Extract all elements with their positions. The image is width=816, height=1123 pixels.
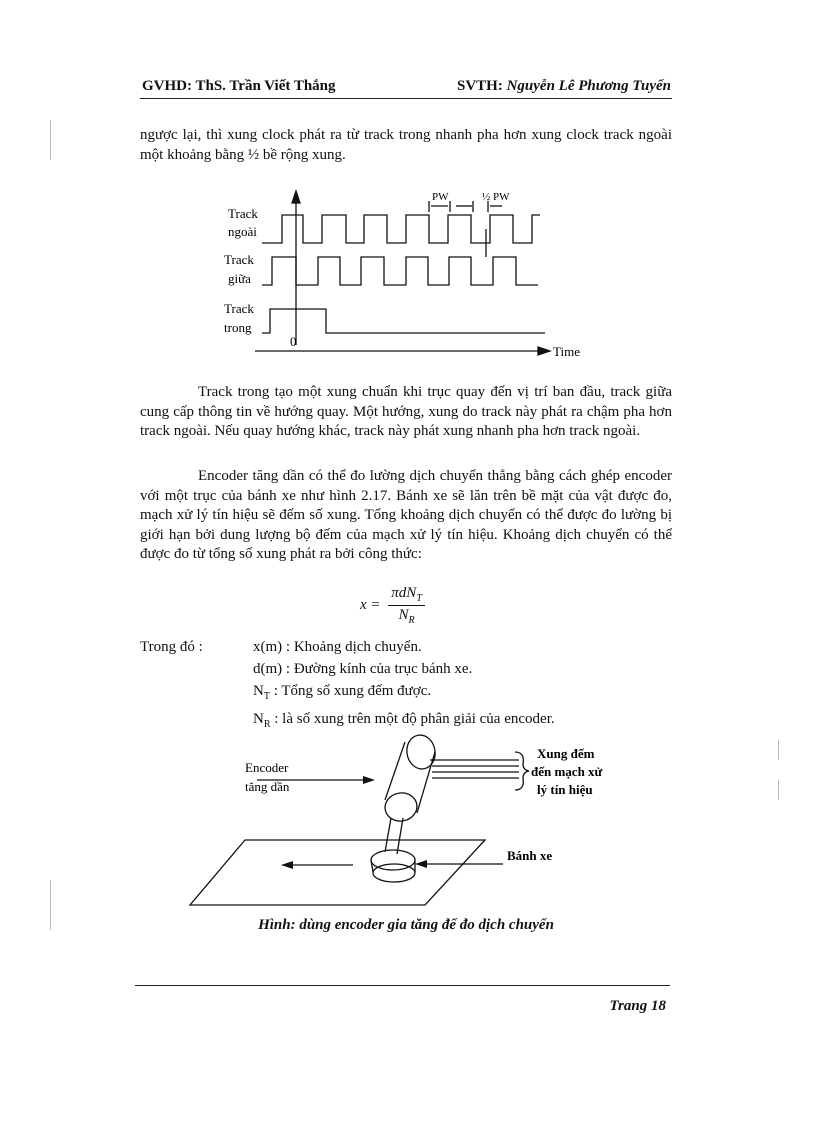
track-middle-waveform xyxy=(262,257,538,285)
formula-fraction xyxy=(388,585,425,626)
figure-caption: Hình: dùng encoder gia tăng để đo dịch chuyển xyxy=(258,917,554,933)
definitions-block xyxy=(140,636,672,728)
definition-nt: $N_T$ : Tổng số xung đếm được. xyxy=(253,683,432,702)
encoder-cylinder-bottom xyxy=(383,790,419,823)
definition-nr: $N_R$ : là số xung trên một độ phân giải của encoder. xyxy=(253,711,555,730)
paragraph-3: Encoder tăng dần có thể đo lường dịch chuyển thẳng bằng cách ghép encoder với một trục của bánh xe như hình 2.17. Bánh xe sẽ lăn trên bề mặt của vật được đo, mạch xử lý tín hiệu sẽ đếm số xung. Tổng khoảng dịch chuyển có thể được đo lường bị giới hạn bởi dung lượng bộ đếm của mạch xử lý tín hiệu. Khoảng dịch chuyển có thể được đo từ tổng số xung phát ra bởi công thức: xyxy=(140,468,672,562)
formula-numerator: πdN xyxy=(391,585,417,601)
displacement-formula xyxy=(360,585,425,626)
label-track-middle-1: Track xyxy=(224,252,254,267)
track-outer-waveform xyxy=(262,215,540,243)
scan-mark-right-1 xyxy=(778,740,779,760)
label-track-inner-1: Track xyxy=(224,301,254,316)
paragraph-2: Track trong tạo một xung chuẩn khi trục quay đến vị trí ban đầu, track giữa cung cấp thông tin về hướng quay. Một hướng, xung do track này phát ra chậm pha hơn track ngoài. Nếu quay hướng khác, track này phát xung nhanh pha hơn track ngoài. xyxy=(140,384,672,439)
label-origin: 0 xyxy=(290,334,297,349)
label-pulse-3: lý tín hiệu xyxy=(537,782,593,797)
label-pulse-2: đến mạch xử xyxy=(531,764,603,779)
paragraph-1: ngược lại, thì xung clock phát ra từ track trong nhanh pha hơn xung clock track ngoài một khoảng bằng ½ bề rộng xung. xyxy=(140,127,672,163)
footer-divider xyxy=(135,985,670,986)
header-divider xyxy=(140,98,672,99)
label-pw: PW xyxy=(432,191,449,203)
wheel-arrow-head xyxy=(415,860,427,868)
label-encoder-1: Encoder xyxy=(245,760,289,775)
definition-d: d(m) : Đường kính của trục bánh xe. xyxy=(253,661,473,677)
formula-numerator-sub: T xyxy=(416,593,422,604)
signal-brace xyxy=(515,752,529,790)
definitions-list xyxy=(253,636,555,736)
header-student xyxy=(457,78,671,95)
scan-mark-left-bottom xyxy=(50,880,51,930)
label-track-outer-2: ngoài xyxy=(228,224,257,239)
motion-arrow-head xyxy=(281,861,293,869)
shaft-right xyxy=(397,818,403,854)
label-track-middle-2: giữa xyxy=(228,271,251,286)
scan-mark-left-top xyxy=(50,120,51,160)
label-pulse-1: Xung đếm xyxy=(537,746,595,761)
header-instructor: GVHD: ThS. Trần Viết Thắng xyxy=(142,78,336,94)
scan-mark-right-2 xyxy=(778,780,779,800)
wheel-bottom xyxy=(373,864,415,882)
definition-x: x(m) : Khoảng dịch chuyển. xyxy=(253,639,422,655)
label-track-outer-1: Track xyxy=(228,206,258,221)
time-axis-arrow xyxy=(538,347,550,355)
label-half-pw: ½ PW xyxy=(482,191,510,203)
formula-denominator: N xyxy=(398,607,409,623)
shaft-left xyxy=(385,818,391,852)
definitions-key: Trong đó : xyxy=(140,639,203,655)
encoder-cylinder-side-left xyxy=(385,742,405,800)
encoder-cylinder-side-right xyxy=(417,752,435,813)
label-track-inner-2: trong xyxy=(224,320,252,335)
timing-diagram xyxy=(220,185,600,360)
label-wheel: Bánh xe xyxy=(507,848,553,863)
label-encoder-2: tăng dần xyxy=(245,779,290,794)
encoder-arrow-head xyxy=(363,776,375,784)
vertical-axis-arrow xyxy=(292,191,300,203)
formula-lhs: x = xyxy=(360,596,381,613)
encoder-wheel-diagram xyxy=(185,730,635,910)
page-number: Trang 18 xyxy=(609,998,666,1014)
header-student-prefix: SVTH: xyxy=(457,78,507,94)
formula-denominator-sub: R xyxy=(408,615,415,626)
label-time: Time xyxy=(553,344,580,359)
measured-surface xyxy=(190,840,485,905)
header-student-name: Nguyễn Lê Phương Tuyến xyxy=(506,78,671,94)
track-inner-waveform xyxy=(262,309,545,333)
